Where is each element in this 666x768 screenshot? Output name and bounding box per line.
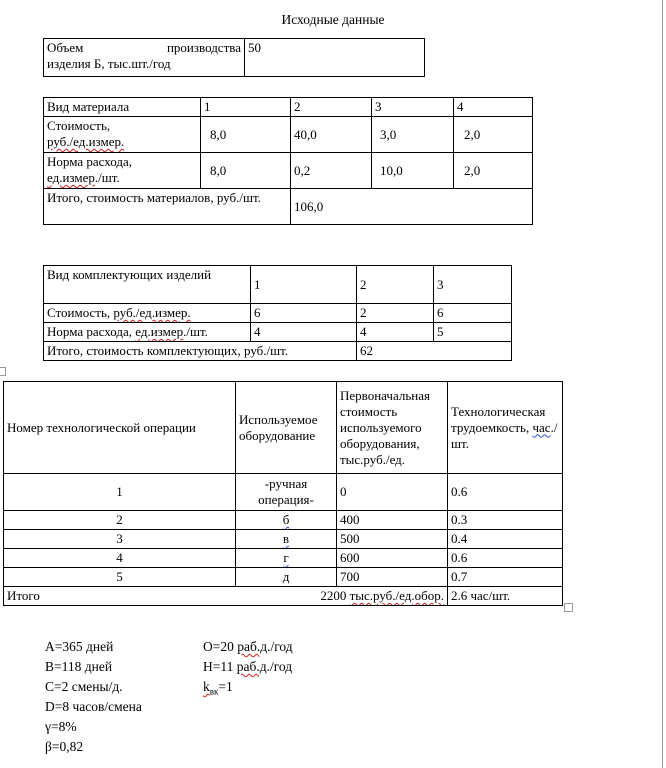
components-norm-2: 4 (357, 323, 434, 342)
operations-header-labor: Технологическая трудоемкость, час./шт. (448, 382, 563, 474)
components-total-value: 62 (357, 342, 512, 361)
materials-cost-1: 8,0 (201, 117, 291, 153)
param-b: B=118 дней (45, 659, 113, 674)
materials-norm-2: 0,2 (291, 153, 372, 189)
operation-1-labor: 0.6 (448, 474, 563, 511)
operation-3-equipment: в (236, 530, 337, 549)
materials-col-3: 3 (372, 98, 454, 117)
param-a: A=365 дней (45, 639, 114, 654)
materials-col-2: 2 (291, 98, 372, 117)
operation-2-labor: 0.3 (448, 511, 563, 530)
operation-5-cost: 700 (337, 568, 448, 587)
operations-total-labor: 2.6 час/шт. (448, 587, 563, 606)
param-o: O=20 раб.д./год (203, 639, 293, 654)
operation-1-cost: 0 (337, 474, 448, 511)
params-left (45, 637, 142, 757)
materials-norm-label: Норма расхода, ед.измер./шт. (44, 153, 201, 189)
components-header-label: Вид комплектующих изделий (44, 266, 251, 304)
materials-norm-1: 8,0 (201, 153, 291, 189)
materials-col-4: 4 (454, 98, 533, 117)
operation-5-number: 5 (4, 568, 236, 587)
materials-table (43, 97, 533, 225)
components-cost-3: 6 (434, 304, 512, 323)
param-d: D=8 часов/смена (45, 699, 142, 714)
components-cost-2: 2 (357, 304, 434, 323)
operations-header-equipment: Используемое оборудование (236, 382, 337, 474)
param-h: H=11 раб.д./год (203, 659, 293, 674)
operation-3-number: 3 (4, 530, 236, 549)
page-title: Исходные данные (281, 12, 385, 27)
param-c: C=2 смены/д. (45, 679, 123, 694)
materials-norm-4: 2,0 (454, 153, 533, 189)
operation-5-equipment: д (236, 568, 337, 587)
components-total-label: Итого, стоимость комплектующих, руб./шт. (44, 342, 357, 361)
materials-cost-3: 3,0 (372, 117, 454, 153)
materials-cost-label: Стоимость, руб./ед.измер. (44, 117, 201, 153)
materials-cost-4: 2,0 (454, 117, 533, 153)
components-norm-label: Норма расхода, ед.измер./шт. (44, 323, 251, 342)
components-col-2: 2 (357, 266, 434, 304)
volume-label: Объем производства изделия Б, тыс.шт./год (44, 39, 245, 77)
operation-4-cost: 600 (337, 549, 448, 568)
materials-header-label: Вид материала (44, 98, 201, 117)
components-cost-1: 6 (251, 304, 357, 323)
params-right (203, 637, 293, 702)
operations-header-number: Номер технологической операции (4, 382, 236, 474)
operation-2-equipment: б (236, 511, 337, 530)
components-cost-label: Стоимость, руб./ед.измер. (44, 304, 251, 323)
materials-total-value: 106,0 (291, 189, 533, 225)
materials-cost-2: 40,0 (291, 117, 372, 153)
operation-4-number: 4 (4, 549, 236, 568)
operations-total-row (4, 587, 448, 606)
components-table (43, 265, 512, 361)
operation-1-equipment: -ручная операция- (236, 474, 337, 511)
operation-1-number: 1 (4, 474, 236, 511)
operations-total-label: Итого (7, 588, 40, 603)
operation-5-labor: 0.7 (448, 568, 563, 587)
param-beta: β=0,82 (45, 739, 84, 754)
operation-4-labor: 0.6 (448, 549, 563, 568)
components-norm-1: 4 (251, 323, 357, 342)
materials-norm-3: 10,0 (372, 153, 454, 189)
operations-table (3, 381, 563, 606)
components-norm-3: 5 (434, 323, 512, 342)
table-move-handle[interactable] (0, 367, 6, 376)
operation-3-cost: 500 (337, 530, 448, 549)
operation-4-equipment: г (236, 549, 337, 568)
materials-total-label: Итого, стоимость материалов, руб./шт. (44, 189, 291, 225)
param-kvk: $k_{вк}=1$ (203, 679, 233, 697)
components-col-3: 3 (434, 266, 512, 304)
volume-table (43, 38, 425, 77)
param-gamma: γ=8% (45, 719, 77, 734)
table-resize-handle[interactable] (564, 603, 573, 612)
operation-2-cost: 400 (337, 511, 448, 530)
operations-total-cost: 2200 тыс.руб./ед.обор. (320, 588, 444, 603)
page-edge (662, 0, 663, 768)
operation-2-number: 2 (4, 511, 236, 530)
components-col-1: 1 (251, 266, 357, 304)
operation-3-labor: 0.4 (448, 530, 563, 549)
materials-col-1: 1 (201, 98, 291, 117)
volume-value: 50 (245, 39, 425, 77)
operations-header-cost: Первоначальная стоимость используемого оборудования, тыс.руб./ед. (337, 382, 448, 474)
